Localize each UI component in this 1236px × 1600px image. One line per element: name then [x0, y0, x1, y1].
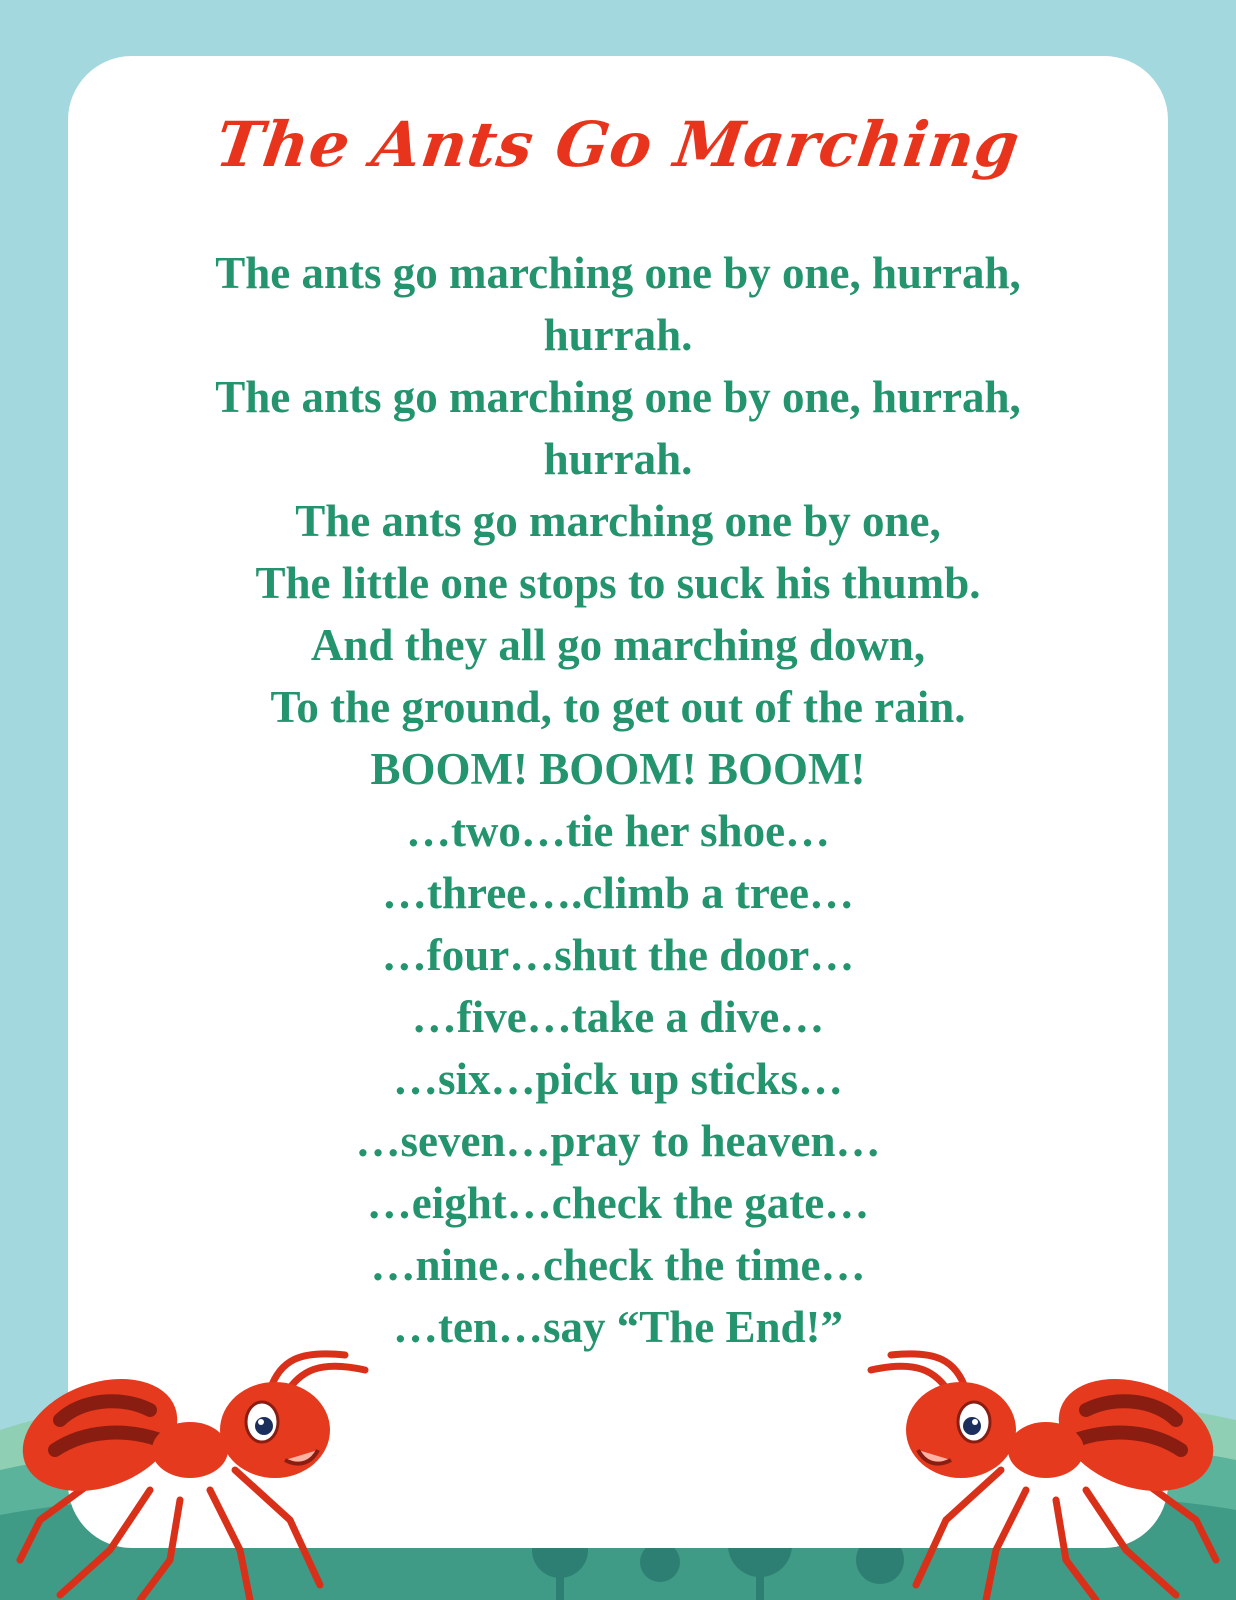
lyric-line: The ants go marching one by one, [295, 496, 941, 546]
lyric-line: The little one stops to suck his thumb. [255, 558, 981, 608]
lyric-line: And they all go marching down, [310, 620, 926, 670]
lyric-line: The ants go marching one by one, hurrah, [215, 372, 1021, 422]
lyric-line: …two…tie her shoe… [405, 806, 831, 856]
lyric-line: …nine…check the time… [370, 1240, 866, 1290]
lyric-line: …six…pick up sticks… [392, 1054, 844, 1104]
lyric-line: …four…shut the door… [381, 930, 855, 980]
lyric-line: …seven…pray to heaven… [355, 1116, 881, 1166]
lyric-line: To the ground, to get out of the rain. [270, 682, 966, 732]
lyric-line: The ants go marching one by one, hurrah, [215, 248, 1021, 298]
lyric-line: …three….climb a tree… [382, 868, 854, 918]
lyrics-list [160, 242, 1076, 1358]
lyric-line: hurrah. [543, 310, 693, 360]
lyric-line: BOOM! BOOM! BOOM! [370, 744, 866, 794]
lyric-line: …ten…say “The End!” [392, 1302, 844, 1352]
lyric-line: …eight…check the gate… [366, 1178, 870, 1228]
song-title: The Ants Go Marching [211, 108, 1025, 181]
ant-right-illustration [866, 1350, 1236, 1600]
ant-left-illustration [0, 1350, 370, 1600]
lyric-line: hurrah. [543, 434, 693, 484]
lyric-line: …five…take a dive… [411, 992, 825, 1042]
